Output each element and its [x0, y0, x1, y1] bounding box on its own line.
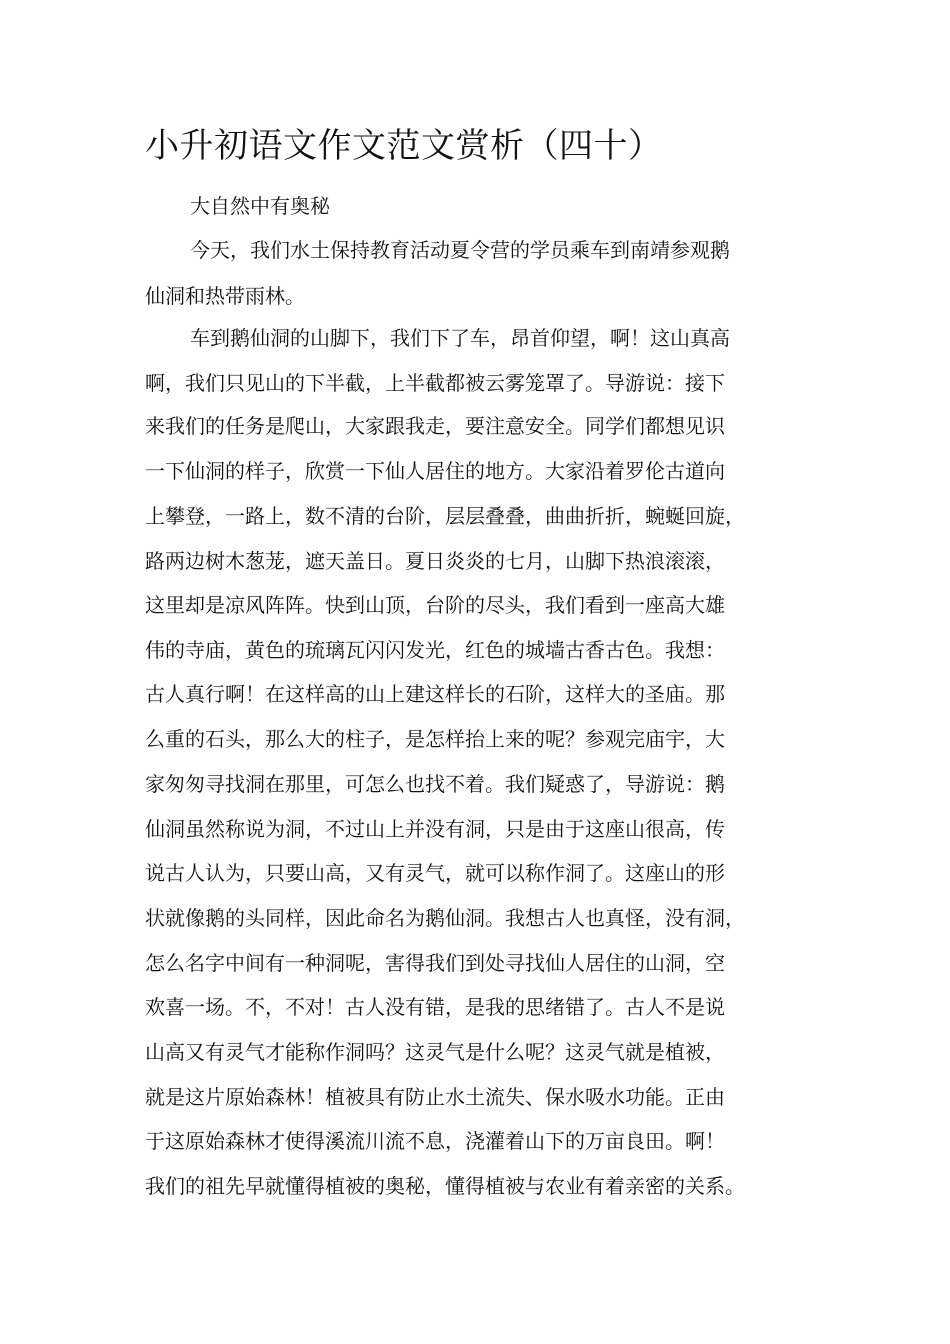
- text-line: 这里却是凉风阵阵。快到山顶，台阶的尽头，我们看到一座高大雄: [145, 593, 725, 617]
- text-line: 古人真行啊！在这样高的山上建这样长的石阶，这样大的圣庙。那: [145, 682, 725, 706]
- text-line: 于这原始森林才使得溪流川流不息，浇灌着山下的万亩良田。啊！: [145, 1129, 725, 1153]
- text-line: 上攀登，一路上，数不清的台阶，层层叠叠，曲曲折折，蜿蜒回旋，: [145, 504, 745, 528]
- text-line: 仙洞和热带雨林。: [145, 284, 305, 308]
- essay-subtitle: 大自然中有奥秘: [190, 194, 330, 218]
- text-line: 今天，我们水土保持教育活动夏令营的学员乘车到南靖参观鹅: [190, 238, 730, 262]
- text-line: 仙洞虽然称说为洞，不过山上并没有洞，只是由于这座山很高，传: [145, 817, 725, 841]
- text-line: 车到鹅仙洞的山脚下，我们下了车，昂首仰望，啊！这山真高: [190, 326, 730, 350]
- text-line: 就是这片原始森林！植被具有防止水土流失、保水吸水功能。正由: [145, 1085, 725, 1109]
- document-title: 小升初语文作文范文赏析（四十）: [145, 126, 663, 166]
- text-line: 欢喜一场。不，不对！古人没有错，是我的思绪错了。古人不是说: [145, 995, 725, 1019]
- text-line: 啊，我们只见山的下半截，上半截都被云雾笼罩了。导游说：接下: [145, 371, 725, 395]
- text-line: 家匆匆寻找洞在那里，可怎么也找不着。我们疑惑了，导游说：鹅: [145, 772, 725, 796]
- text-line: 我们的祖先早就懂得植被的奥秘，懂得植被与农业有着亲密的关系。: [145, 1174, 745, 1198]
- text-line: 状就像鹅的头同样，因此命名为鹅仙洞。我想古人也真怪，没有洞，: [145, 906, 745, 930]
- text-line: 说古人认为，只要山高，又有灵气，就可以称作洞了。这座山的形: [145, 861, 725, 885]
- text-line: 怎么名字中间有一种洞呢，害得我们到处寻找仙人居住的山洞，空: [145, 951, 725, 975]
- text-line: 一下仙洞的样子，欣赏一下仙人居住的地方。大家沿着罗伦古道向: [145, 459, 725, 483]
- text-line: 山高又有灵气才能称作洞吗？这灵气是什么呢？这灵气就是植被，: [145, 1040, 725, 1064]
- text-line: 来我们的任务是爬山，大家跟我走，要注意安全。同学们都想见识: [145, 414, 725, 438]
- text-line: 路两边树木葱茏，遮天盖日。夏日炎炎的七月，山脚下热浪滚滚，: [145, 549, 725, 573]
- text-line: 伟的寺庙，黄色的琉璃瓦闪闪发光，红色的城墙古香古色。我想：: [145, 638, 725, 662]
- text-line: 么重的石头，那么大的柱子，是怎样抬上来的呢？参观完庙宇，大: [145, 727, 725, 751]
